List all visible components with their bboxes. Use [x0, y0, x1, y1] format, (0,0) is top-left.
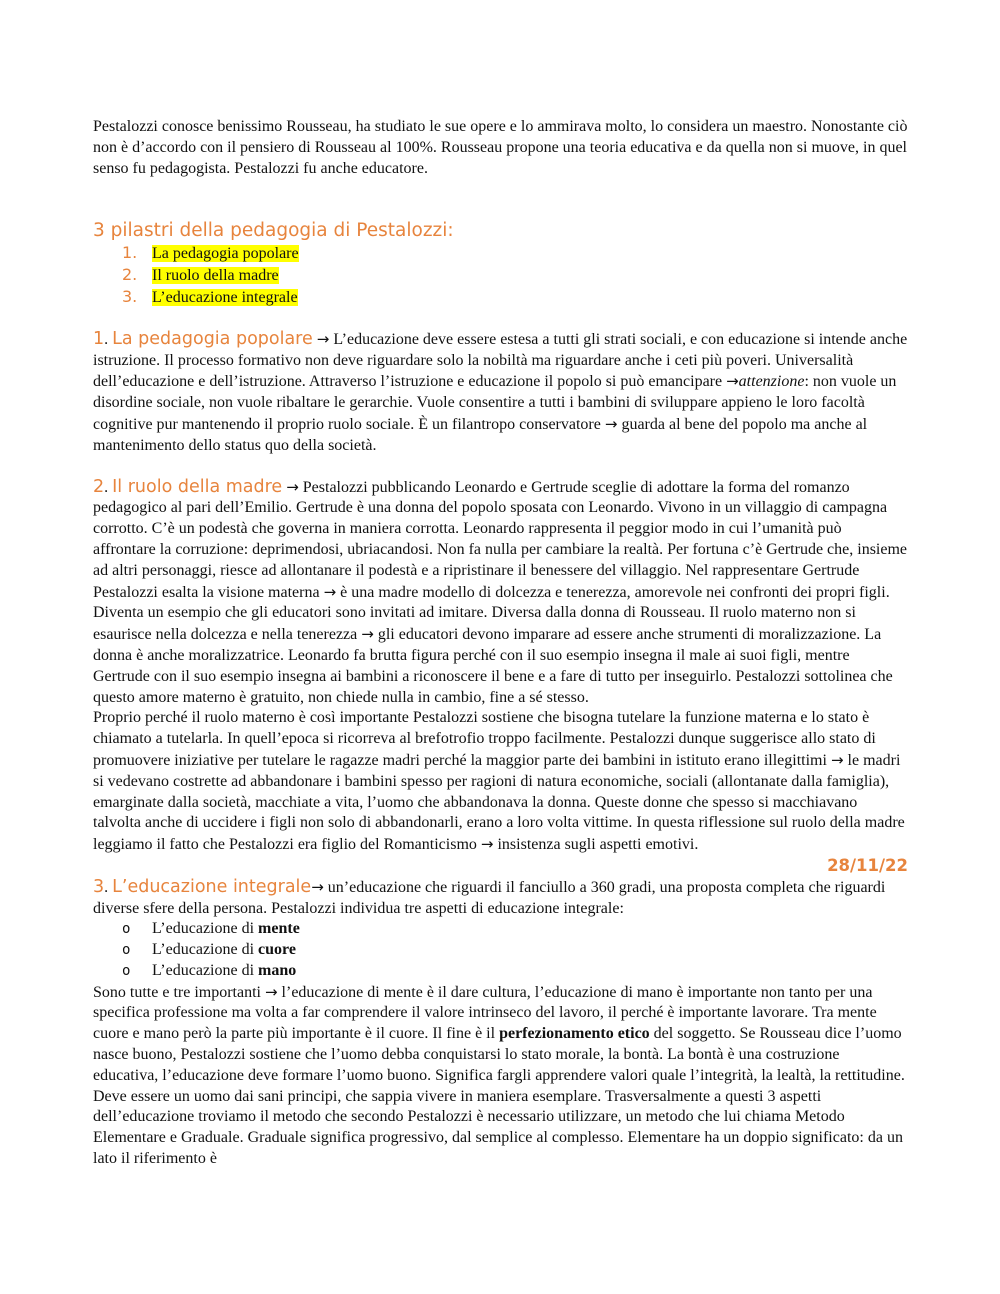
body-text: del soggetto. Se Rousseau dice l’uomo nasce buono, Pestalozzi sostiene che l’uomo debba conquistarsi lo stato morale, la bontà. La bontà è una costruzione educativa, l’educazione deve formare l’uomo buono. Significa fargli apprendere valori quale l’integrità, la lealtà, la rettitudine. Deve essere un uomo dai sani principi, che sappia vivere in maniera esemplare. Trasversalmente a questi 3 aspetti dell’educazione troviamo il metodo che secondo Pestalozzi è necessario utilizzare, un metodo che lui chiama Metodo Elementare e Graduale. Graduale significa progressivo, dal semplice al complesso. Elementare ha un doppio significato: da un lato il riferimento è	[93, 1025, 905, 1168]
arrow-icon: →	[361, 625, 374, 644]
body-text: guarda al bene del popolo ma anche al mantenimento dello status quo della società.	[93, 415, 868, 454]
arrow-icon: →	[726, 372, 739, 391]
intro-paragraph: Pestalozzi conosce benissimo Rousseau, ha studiato le sue opere e lo ammirava molto, lo considera un maestro. Nonostante ciò non è d’accordo con il pensiero di Rousseau al 100%. Rousseau propone una teoria educativa e da quella non si muove, in quel senso fu pedagogista. Pestalozzi fu anche educatore.	[93, 118, 908, 177]
list-bold: mente	[258, 920, 300, 938]
arrow-icon: →	[316, 329, 330, 348]
list-text: L’educazione di	[152, 961, 259, 979]
body-text: L’educazione deve essere estesa a tutti gli strati sociali, e con educazione si intende anche istruzione. Il processo formativo non deve riguardare solo la nobiltà ma riguardare anche i ceti più poveri. Universalità dell’educazione e dell’istruzione. Attraverso l’istruzione e educazione il popolo si può emancipare	[93, 330, 908, 391]
section-2-paragraph-2	[93, 708, 908, 856]
main-heading: 3 pilastri della pedagogia di Pestalozzi:	[93, 220, 454, 242]
arrow-icon: →	[480, 835, 494, 854]
list-item	[122, 265, 908, 287]
section-number: 3	[93, 876, 105, 897]
section-number: 1	[93, 328, 105, 349]
bullet-icon: o	[122, 921, 131, 938]
list-text: L’educazione di	[152, 920, 259, 938]
list-item	[122, 961, 908, 982]
list-bold: mano	[258, 961, 297, 979]
list-label: L’educazione integrale	[152, 288, 298, 306]
list-bold: cuore	[258, 941, 296, 959]
list-number: 1.	[122, 243, 138, 263]
list-item	[122, 287, 908, 309]
list-number: 3.	[122, 286, 138, 306]
section-2-title: Il ruolo della madre	[112, 476, 283, 497]
section-2-paragraph: 2. Il ruolo della madre → Pestalozzi pubblicando Leonardo e Gertrude sceglie di adottare la forma del romanzo pedagogico al pari dell’Emilio. Gertrude è una donna del popolo sposata con Leonardo. Vivono in un villaggio di campagna corrotto. C’è un podestà che governa in maniera corrotta. Leonardo rappresenta il peggior modo in cui l’umanità può affrontare la corruzione: deprimendosi, ubriacandosi. Non fa nulla per cambiare la realtà. Per fortuna c’è Gertrude che, insieme ad altri personaggi, riesce ad allontanare il podestà e a ripristinare il benessere del villaggio. Nel rappresentare Gertrude Pestalozzi esalta la visione materna → è una madre modello di dolcezza e tenerezza, amorevole nei confronti dei propri figli. Diventa un esempio che gli educatori sono invitati ad imitare. Diversa dalla donna di Rousseau. Il ruolo materno non si esaurisce nella dolcezza e nella tenerezza → gli educatori devono imparare ad essere anche strumenti di moralizzazione. La donna è anche moralizzatrice. Leonardo fa brutta figura perché con il suo esempio insegna il male ai suoi figli, mentre Gertrude con il suo esempio insegna ai bambini a riconoscere il bene e a fare di tutto per inseguirlo. Pestalozzi sottolinea che questo amore materno è gratuito, non chiede nulla in cambio, fine a sé stesso.	[93, 476, 908, 706]
arrow-icon: →	[323, 582, 337, 601]
list-text: L’educazione di	[152, 941, 259, 959]
body-text: un’educazione che riguardi il fanciullo a 360 gradi, una proposta completa che riguardi diverse sfere della persona. Pestalozzi individua tre aspetti di educazione integrale:	[93, 878, 886, 917]
bold-text: perfezionamento etico	[499, 1025, 650, 1043]
list-number: 2.	[122, 265, 138, 285]
body-text: gli educatori devono imparare ad essere anche strumenti di moralizzazione. La donna è anche moralizzatrice. Leonardo fa brutta figura perché con il suo esempio insegna il male ai suoi figli, mentre Gertrude con il suo esempio insegna ai bambini a riconoscere il bene e a fare di tutto per inseguirlo. Pestalozzi sottolinea che questo amore materno è gratuito, non chiede nulla in cambio, fine a sé stesso.	[93, 626, 893, 706]
body-text: Proprio perché il ruolo materno è così importante Pestalozzi sostiene che bisogna tutelare la funzione materna e lo stato è chiamato a tutelarla. In quell’epoca si ricorreva al brefotrofio troppo facilmente. Pestalozzi dunque suggerisce allo stato di promuovere iniziative per tutelare le ragazze madri perché la maggior parte dei bambini in istituto erano illegittimi	[93, 709, 876, 769]
section-1-paragraph: 1. La pedagogia popolare → L’educazione deve essere estesa a tutti gli strati sociali, e con educazione si intende anche istruzione. Il processo formativo non deve riguardare solo la nobiltà ma riguardare anche i ceti più poveri. Universalità dell’educazione e dell’istruzione. Attraverso l’istruzione e educazione il popolo si può emancipare →attenzione: non vuole un disordine sociale, non vuole ribaltare le gerarchie. Vuole consentire a tutti i bambini di sviluppare appieno le loro facoltà cognitive pur mantenendo il proprio ruolo sociale. È un filantropo conservatore → guarda al bene del popolo ma anche al mantenimento dello status quo della società.	[93, 328, 908, 454]
body-text: le madri si vedevano costrette ad abbandonare i bambini spesso per ragioni di natura economiche, sociali (allontanate dalla famiglia), emarginate dalla società, macchiate a vita, l’uomo che abbandonava la donna. Queste donne che spesso si macchiavano talvolta anche di uccidere i figli non solo di abbandonarli, erano a loro volta vittime. In questa riflessione sul ruolo della madre leggiamo il fatto che Pestalozzi era figlio del Romanticismo	[93, 751, 905, 854]
list-label: Il ruolo della madre	[152, 267, 279, 285]
date-label: 28/11/22	[827, 855, 908, 875]
arrow-icon: →	[311, 877, 324, 896]
body-text: è una madre modello di dolcezza e tenerezza, amorevole nei confronti dei propri figli. Diventa un esempio che gli educatori sono invitati ad imitare. Diversa dalla donna di Rousseau. Il ruolo materno non si esaurisce nella dolcezza e nella tenerezza	[93, 583, 890, 644]
list-item	[122, 940, 908, 961]
section-number: 2	[93, 476, 105, 497]
body-text: : non vuole un disordine sociale, non vuole ribaltare le gerarchie. Vuole consentire a tutti i bambini di sviluppare appieno le loro facoltà cognitive pur mantenendo il proprio ruolo sociale. È un filantropo conservatore	[93, 373, 897, 433]
bullet-icon: o	[122, 942, 131, 959]
body-text: Sono tutte e tre importanti	[93, 983, 265, 1001]
list-item	[122, 243, 908, 265]
arrow-icon: →	[264, 982, 278, 1001]
document-page	[93, 117, 908, 1170]
education-aspects-list	[93, 919, 908, 981]
pillars-list	[93, 243, 908, 308]
emphasis-text: attenzione	[738, 373, 805, 391]
arrow-icon: →	[830, 750, 844, 769]
list-item	[122, 919, 908, 940]
bullet-icon: o	[122, 962, 131, 979]
section-3-conclusion	[93, 982, 908, 1170]
list-label: La pedagogia popolare	[152, 245, 299, 263]
arrow-icon: →	[604, 414, 618, 433]
section-3-paragraph: 3. L’educazione integrale→ un’educazione che riguardi il fanciullo a 360 gradi, una proposta completa che riguardi diverse sfere della persona. Pestalozzi individua tre aspetti di educazione integrale:	[93, 876, 886, 917]
body-text: l’educazione di mente è il dare cultura, l’educazione di mano è importante non tanto per una specifica professione ma volta a far comprendere il valore intrinseco del lavoro, il perché è importante lavorare. Tra mente cuore e mano però la parte più importante è il cuore. Il fine è il	[93, 983, 877, 1043]
section-3-title: L’educazione integrale	[112, 876, 312, 897]
arrow-icon: →	[286, 477, 299, 496]
section-1-title: La pedagogia popolare	[112, 328, 313, 349]
body-text: Pestalozzi pubblicando Leonardo e Gertrude sceglie di adottare la forma del romanzo pedagogico al pari dell’Emilio. Gertrude è una donna del popolo sposata con Leonardo. Vivono in un villaggio di campagna corrotto. C’è un podestà che governa in maniera corrotta. Leonardo rappresenta il peggior modo in cui l’umanità può affrontare la corruzione: deprimendosi, ubriacandosi. Non fa nulla per cambiare la realtà. Per fortuna c’è Gertrude che, insieme ad altri personaggi, riesce ad allontanare il podestà e a ripristinare il benessere del villaggio. Nel rappresentare Gertrude Pestalozzi esalta la visione materna	[93, 478, 908, 601]
body-text: insistenza sugli aspetti emotivi.	[493, 836, 699, 854]
